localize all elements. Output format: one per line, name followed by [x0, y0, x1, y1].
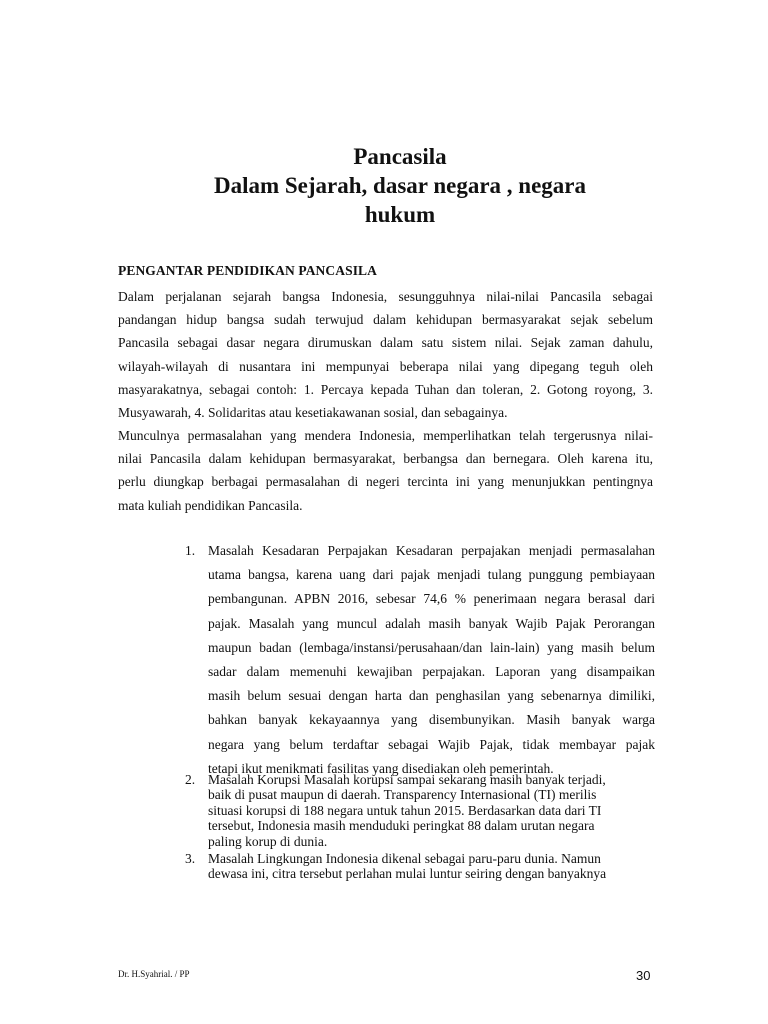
paragraph-line: perlu diungkap berbagai permasalahan di negeri tercinta ini yang menunjukkan pentingnya [118, 474, 653, 490]
list-item-line: pembangunan. APBN 2016, sebesar 74,6 % penerimaan negara berasal dari [208, 591, 655, 607]
paragraph-intro [118, 285, 653, 424]
paragraph-line: mata kuliah pendidikan Pancasila. [118, 497, 303, 513]
numbered-list [185, 539, 655, 781]
paragraph-line: Munculnya permasalahan yang mendera Indonesia, memperlihatkan telah tergerusnya nilai- [118, 428, 653, 443]
paragraph-line: Pancasila sebagai dasar negara dirumuskan dalam satu sistem nilai. Sejak zaman dahulu, [118, 335, 653, 351]
list-item-line: Masalah Korupsi Masalah korupsi sampai sekarang masih banyak terjadi, [208, 772, 606, 787]
title-line-3: hukum [364, 202, 436, 227]
list-item-line: masih belum sesuai dengan harta dan penghasilan yang sebenarnya dimiliki, [208, 688, 655, 704]
list-item-line: bahkan banyak kekayaannya yang disembunyikan. Masih banyak warga [208, 712, 655, 728]
list-item-number: 1. [185, 543, 196, 558]
footer-author: Dr. H.Syahrial. / PP [118, 969, 190, 979]
list-item-line: tersebut, Indonesia masih menduduki peringkat 88 dalam urutan negara [208, 818, 595, 834]
list-item-number: 2. [185, 772, 196, 787]
paragraph-line: wilayah-wilayah di nusantara ini mempunyai beberapa nilai yang dipegang teguh oleh [118, 358, 653, 374]
page-number: 30 [636, 968, 651, 983]
paragraph-problems [118, 424, 653, 517]
title-line-2: Dalam Sejarah, dasar negara , negara [213, 173, 587, 198]
list-item-line: tetapi ikut menikmati fasilitas yang disediakan oleh pemerintah. [208, 760, 554, 776]
list-item-line: utama bangsa, karena uang dari pajak menjadi tulang punggung pembiayaan [208, 567, 655, 583]
section-heading: PENGANTAR PENDIDIKAN PANCASILA [118, 263, 378, 278]
list-item-line: sadar dalam memenuhi kewajiban perpajakan. Laporan yang disampaikan [208, 664, 655, 680]
list-item-line: Masalah Lingkungan Indonesia dikenal sebagai paru-paru dunia. Namun [208, 851, 601, 867]
list-item-line: Masalah Kesadaran Perpajakan Kesadaran perpajakan menjadi permasalahan [208, 543, 655, 558]
page-title [190, 142, 610, 229]
list-item-corruption [185, 772, 655, 849]
title-line-1: Pancasila [353, 144, 447, 169]
list-item-environment [185, 851, 655, 882]
list-item-line: paling korup di dunia. [208, 833, 328, 849]
list-item-tax-awareness [185, 539, 655, 781]
paragraph-line: nilai Pancasila dalam kehidupan bermasyarakat, berbangsa dan bernegara. Oleh karena itu, [118, 451, 653, 467]
list-item-line: dewasa ini, citra tersebut perlahan mulai luntur seiring dengan banyaknya [208, 866, 607, 882]
paragraph-line: Dalam perjalanan sejarah bangsa Indonesia, sesungguhnya nilai-nilai Pancasila sebagai [118, 289, 653, 304]
list-item-line: negara yang belum terdaftar sebagai Wajib Pajak, tidak membayar pajak [208, 736, 655, 752]
list-item-line: baik di pusat maupun di daerah. Transparency Internasional (TI) merilis [208, 787, 597, 803]
list-item-line: pajak. Masalah yang muncul adalah masih banyak Wajib Pajak Perorangan [208, 615, 655, 631]
paragraph-line: Musyawarah, 4. Solidaritas atau kesetiakawanan sosial, dan sebagainya. [118, 405, 508, 421]
numbered-list-continued [185, 772, 655, 882]
paragraph-line: masyarakatnya, sebagai contoh: 1. Percaya kepada Tuhan dan toleran, 2. Gotong royong, 3. [118, 381, 653, 397]
paragraph-line: pandangan hidup bangsa sudah terwujud dalam kehidupan bermasyarakat sejak sebelum [118, 312, 653, 328]
list-item-line: situasi korupsi di 188 negara untuk tahun 2015. Berdasarkan data dari TI [208, 802, 602, 818]
list-item-line: maupun badan (lembaga/instansi/perusahaan/dan lain-lain) yang masih belum [208, 639, 655, 655]
list-item-number: 3. [185, 851, 196, 867]
